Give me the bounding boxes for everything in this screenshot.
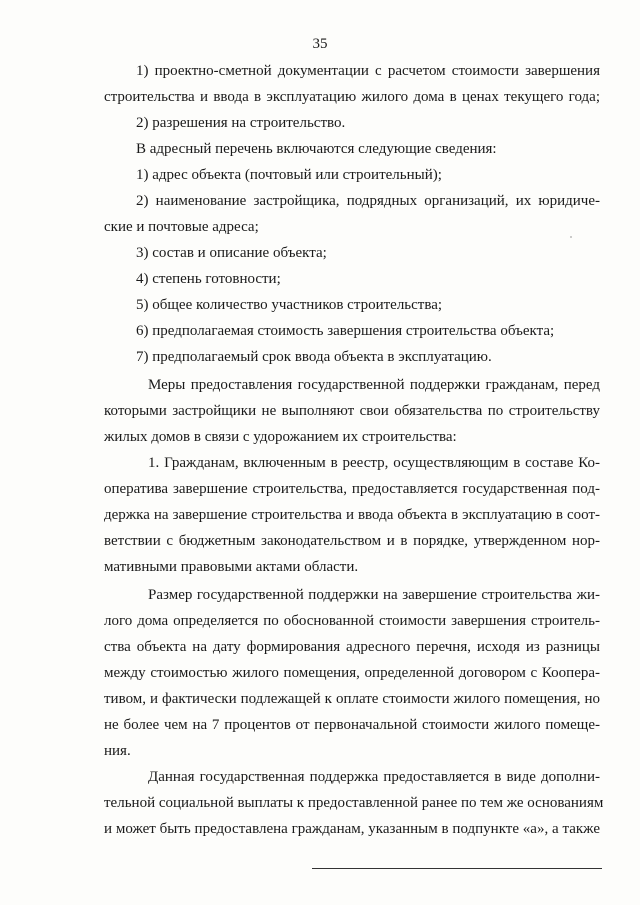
text-line: 7) предполагаемый срок ввода объекта в эксплуатацию. — [136, 349, 492, 365]
text-line: 6) предполагаемая стоимость завершения строительства объекта; — [136, 323, 555, 339]
text-line: жилых домов в связи с удорожанием их строительства: — [104, 429, 457, 445]
text-line: В адресный перечень включаются следующие сведения: — [136, 141, 497, 157]
text-line: 4) степень готовности; — [136, 271, 281, 287]
text-line: 1) проектно-сметной документации с расчетом стоимости завершения — [136, 63, 600, 79]
text-line: Размер государственной поддержки на завершение строительства жи- — [148, 587, 600, 603]
text-line: между стоимостью жилого помещения, определенной договором с Коопера- — [104, 665, 600, 681]
text-line: ния. — [104, 743, 131, 759]
text-line: 2) разрешения на строительство. — [136, 115, 346, 131]
text-line: 5) общее количество участников строительства; — [136, 297, 443, 313]
text-line: ские и почтовые адреса; — [104, 219, 259, 235]
footer-rule — [312, 868, 602, 869]
text-line: которыми застройщики не выполняют свои обязательства по строительству — [104, 403, 600, 419]
text-line: и может быть предоставлена гражданам, указанным в подпункте «а», а также — [104, 821, 600, 837]
text-line: оператива завершение строительства, предоставляется государственная под- — [104, 481, 600, 497]
text-line: тивом, и фактически подлежащей к оплате стоимости жилого помещения, но — [104, 691, 600, 707]
text-line: не более чем на 7 процентов от первоначальной стоимости жилого помеще- — [104, 717, 600, 733]
text-line: 2) наименование застройщика, подрядных организаций, их юридиче- — [136, 193, 600, 209]
text-line: 1. Гражданам, включенным в реестр, осуществляющим в составе Ко- — [148, 455, 600, 471]
text-line: тельной социальной выплаты к предоставленной ранее по тем же основаниям — [104, 795, 604, 811]
text-line: строительства и ввода в эксплуатацию жилого дома в ценах текущего года; — [104, 89, 600, 105]
text-line: ветствии с бюджетным законодательством и в порядке, утвержденном нор- — [104, 533, 600, 549]
page-number: 35 — [312, 36, 328, 52]
scan-speck — [570, 236, 572, 238]
text-line: лого дома определяется по обоснованной стоимости завершения строитель- — [104, 613, 600, 629]
text-line: ства объекта на дату формирования адресного перечня, исходя из разницы — [104, 639, 600, 655]
text-line: 1) адрес объекта (почтовый или строительный); — [136, 167, 442, 183]
text-line: держка на завершение строительства и ввода объекта в эксплуатацию в соот- — [104, 507, 600, 523]
text-line: Меры предоставления государственной поддержки гражданам, перед — [148, 377, 600, 393]
text-line: мативными правовыми актами области. — [104, 559, 359, 575]
text-line: Данная государственная поддержка предоставляется в виде дополни- — [148, 769, 600, 785]
text-line: 3) состав и описание объекта; — [136, 245, 327, 261]
